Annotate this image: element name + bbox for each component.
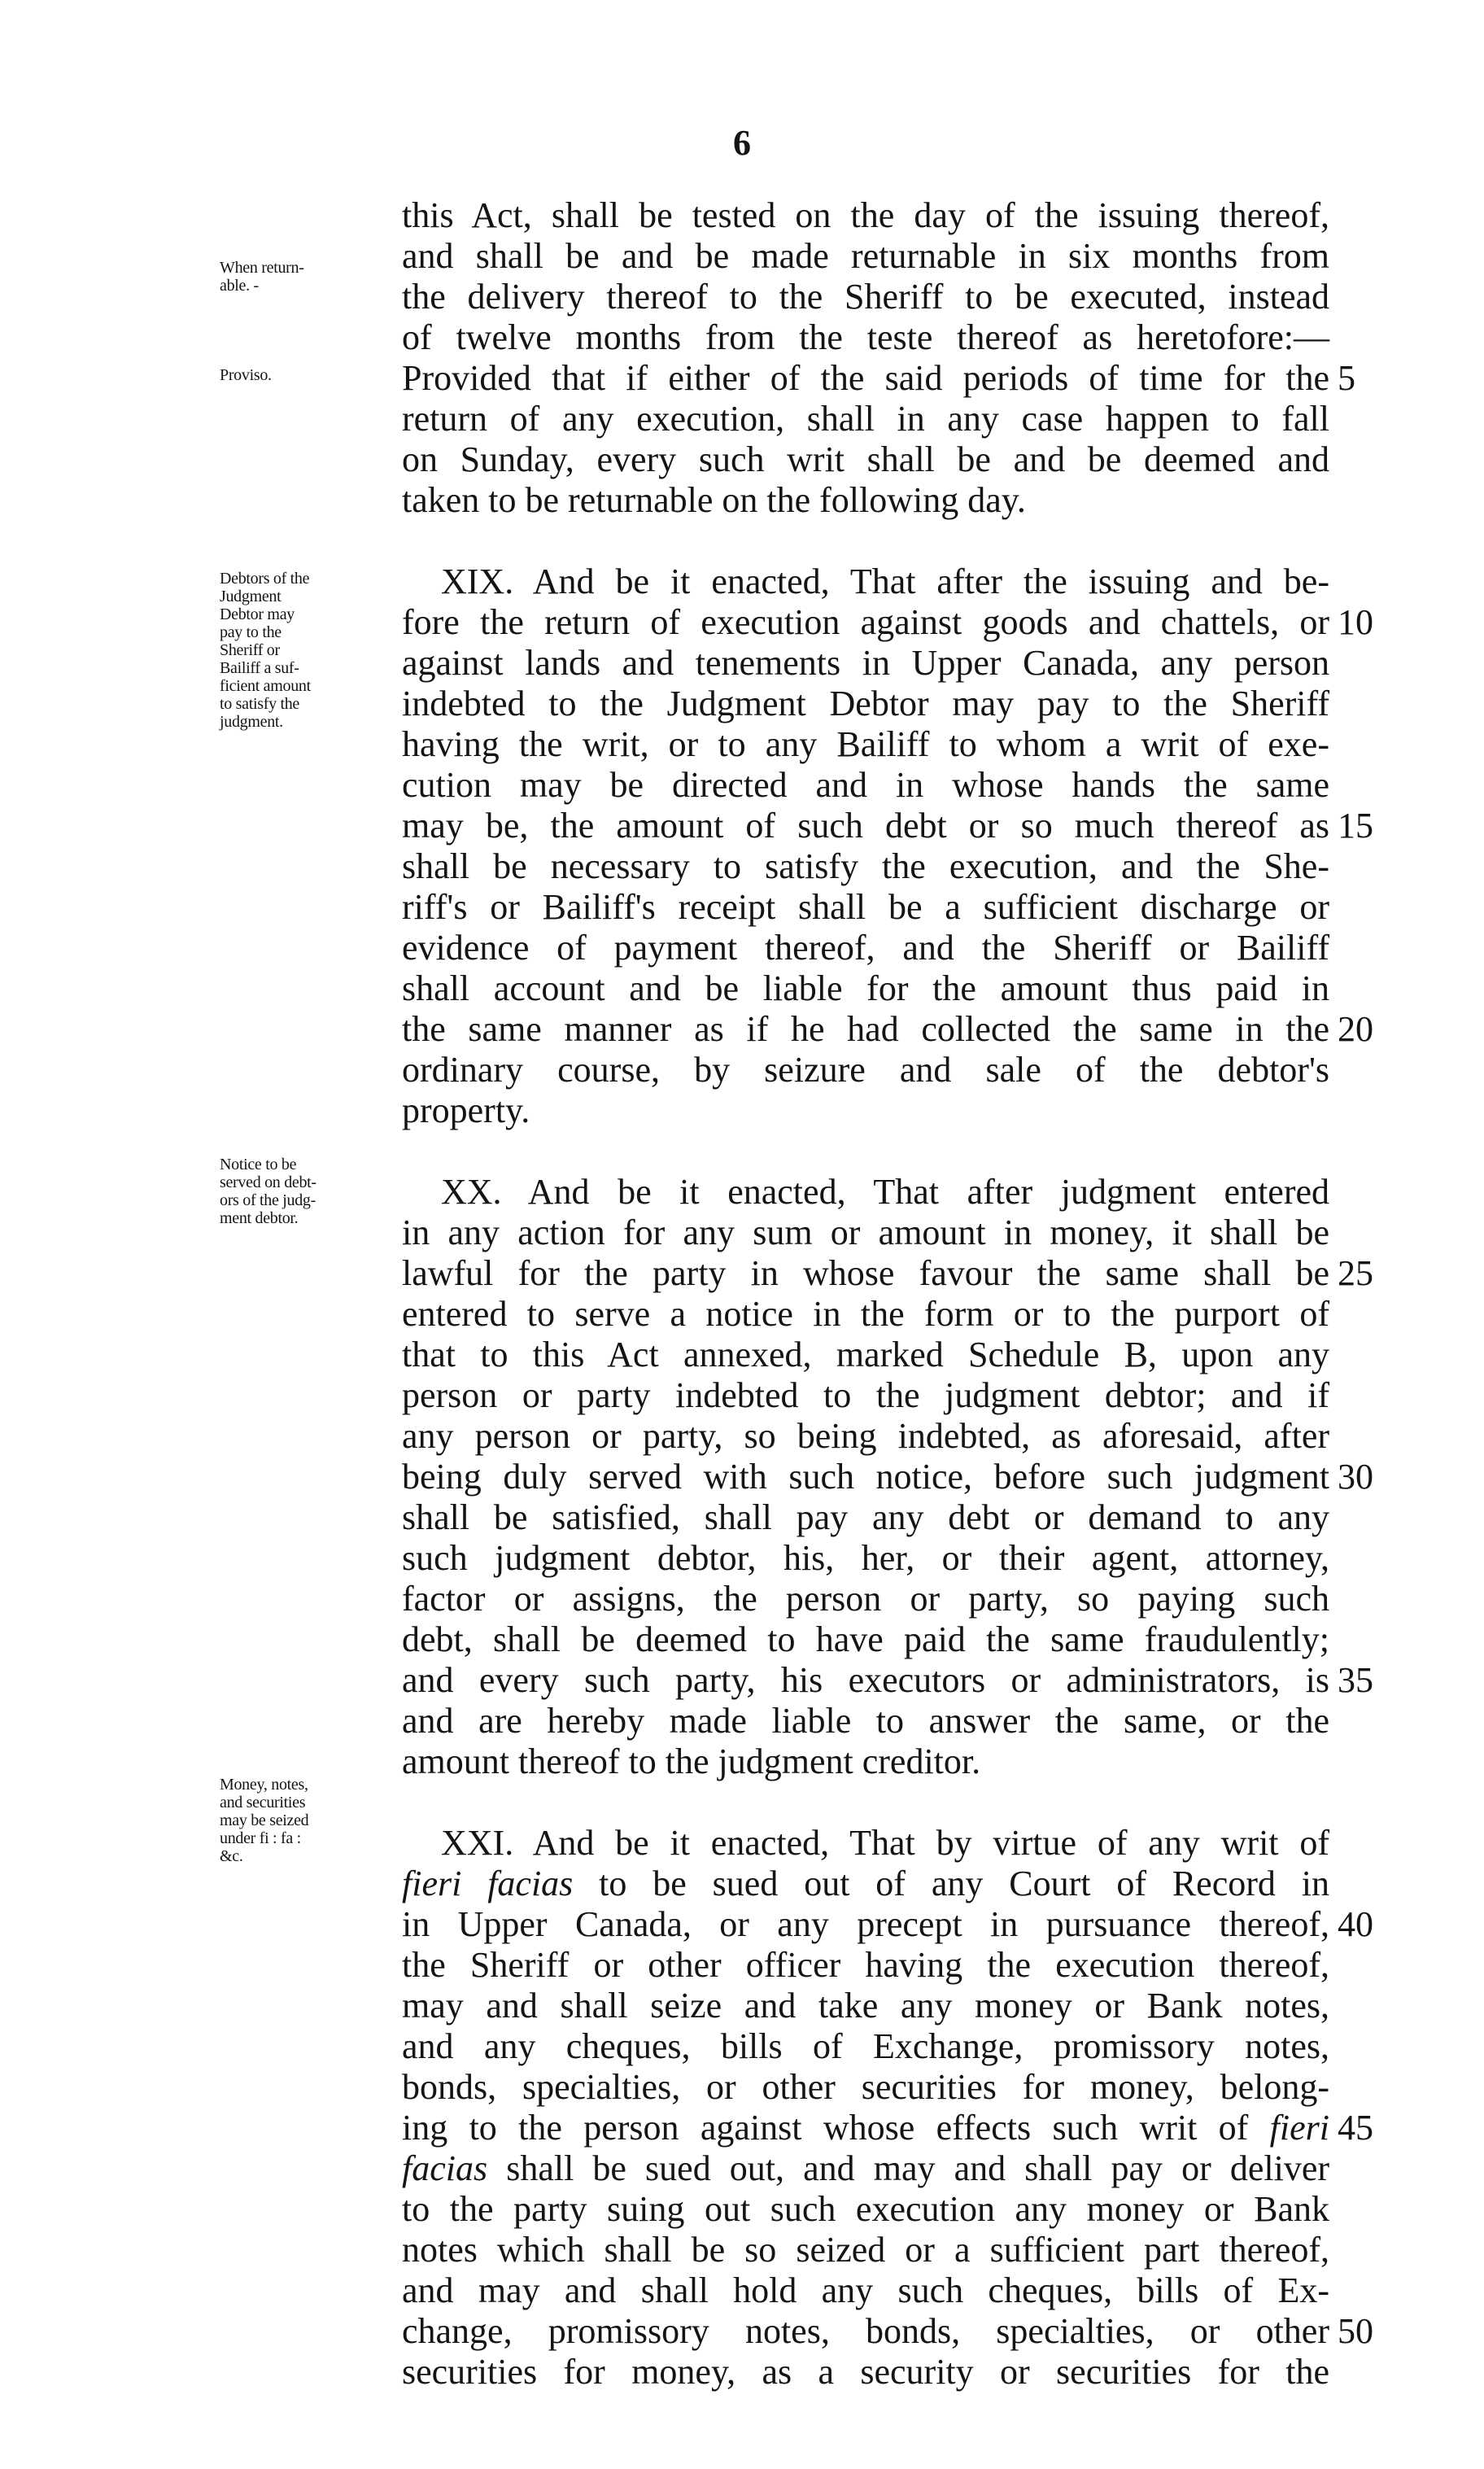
margin-note-line: Sheriff or (220, 641, 280, 659)
text-line (402, 1986, 1329, 2026)
line-number: 10 (1338, 602, 1373, 642)
margin-note-line: may be seized (220, 1811, 309, 1829)
line-text: having the writ, or to any Bailiff to whom a writ of exe- (402, 724, 1329, 764)
line-text: return of any execution, shall in any case happen to fall (402, 399, 1329, 439)
line-number: 5 (1338, 358, 1355, 398)
margin-note-line: to satisfy the (220, 695, 300, 713)
text-line (402, 724, 1329, 765)
italic-text: facias (402, 2148, 488, 2188)
line-text: such judgment debtor, his, her, or their agent, attorney, (402, 1538, 1329, 1578)
line-number: 30 (1338, 1457, 1373, 1497)
line-text: amount thereof to the judgment creditor. (402, 1741, 981, 1781)
paragraph-gap (402, 1131, 1329, 1172)
line-text: shall be necessary to satisfy the execution, and the She- (402, 846, 1329, 886)
text-line (402, 968, 1329, 1009)
text-line (402, 480, 1329, 521)
line-text: may and shall seize and take any money or Bank notes, (402, 1986, 1329, 2025)
line-text: riff's or Bailiff's receipt shall be a sufficient discharge or (402, 887, 1329, 927)
margin-note-line: Judgment (220, 588, 282, 605)
paragraph-gap (402, 521, 1329, 562)
text-line (402, 2270, 1329, 2311)
line-text: factor or assigns, the person or party, so paying such (402, 1579, 1329, 1619)
line-text: to be sued out of any Court of Record in (573, 1864, 1329, 1903)
paragraph-gap (402, 1782, 1329, 1823)
line-text: shall account and be liable for the amount thus paid in (402, 968, 1329, 1008)
margin-note-line: ors of the judg- (220, 1191, 316, 1209)
text-line (402, 2230, 1329, 2270)
text-line (402, 358, 1355, 399)
margin-note-line: served on debt- (220, 1173, 316, 1191)
text-line (402, 1538, 1329, 1579)
line-text: XXI. And be it enacted, That by virtue of any writ of (441, 1823, 1329, 1863)
text-line (402, 1579, 1329, 1619)
text-line (402, 1823, 1329, 1864)
text-line (402, 2189, 1329, 2230)
text-line (402, 2108, 1373, 2148)
line-number: 45 (1338, 2108, 1373, 2148)
text-line (402, 1335, 1329, 1375)
margin-note-line: Debtors of the (220, 570, 310, 588)
margin-note-line: Proviso. (220, 366, 272, 384)
text-line (402, 195, 1329, 236)
line-number: 40 (1338, 1904, 1373, 1944)
text-line (402, 1009, 1373, 1050)
text-line (402, 439, 1329, 480)
line-text: entered to serve a notice in the form or to the purport of (402, 1294, 1329, 1334)
text-line (402, 846, 1329, 887)
text-line (402, 684, 1329, 724)
margin-note-line: &c. (220, 1847, 243, 1865)
line-text: property. (402, 1090, 530, 1130)
line-text: this Act, shall be tested on the day of the issuing thereof, (402, 195, 1329, 235)
text-line (402, 1375, 1329, 1416)
text-line (402, 1172, 1329, 1213)
line-text: being duly served with such notice, before such judgment (402, 1457, 1329, 1497)
line-text: the delivery thereof to the Sheriff to be executed, instead (402, 277, 1329, 317)
text-line (402, 2352, 1329, 2393)
body-text (402, 195, 1373, 2393)
line-text: bonds, specialties, or other securities for money, belong- (402, 2067, 1329, 2107)
line-text: shall be sued out, and may and shall pay or deliver (487, 2148, 1329, 2188)
text-line (402, 1660, 1373, 1701)
text-line (402, 1457, 1373, 1497)
text-line (402, 1904, 1373, 1945)
text-line (402, 643, 1329, 684)
text-line (402, 277, 1329, 317)
line-text: notes which shall be so seized or a sufficient part thereof, (402, 2230, 1329, 2270)
line-text: evidence of payment thereof, and the Sheriff or Bailiff (402, 928, 1329, 968)
line-text: to the party suing out such execution any money or Bank (402, 2189, 1329, 2229)
line-text: taken to be returnable on the following day. (402, 480, 1026, 520)
text-line (402, 887, 1329, 928)
text-line (402, 1619, 1329, 1660)
line-text: in Upper Canada, or any precept in pursuance thereof, (402, 1904, 1329, 1944)
line-text: of twelve months from the teste thereof as heretofore:— (402, 317, 1329, 357)
text-line (402, 806, 1373, 846)
margin-note (220, 1156, 382, 1227)
line-text: XIX. And be it enacted, That after the issuing and be- (441, 562, 1329, 601)
text-line (402, 928, 1329, 968)
text-line (402, 2148, 1329, 2189)
line-number: 25 (1338, 1253, 1373, 1293)
margin-note-line: Debtor may (220, 605, 295, 623)
line-text: person or party indebted to the judgment debtor; and if (402, 1375, 1329, 1415)
line-text: lawful for the party in whose favour the same shall be (402, 1253, 1329, 1293)
text-line (402, 1701, 1329, 1741)
margin-note (220, 259, 382, 295)
italic-text: fieri facias (402, 1864, 574, 1903)
line-text: may be, the amount of such debt or so much thereof as (402, 806, 1329, 846)
margin-note-line: When return- (220, 259, 304, 277)
line-text: and any cheques, bills of Exchange, promissory notes, (402, 2026, 1329, 2066)
margin-note-line: judgment. (220, 713, 283, 731)
margin-note-line: Bailiff a suf- (220, 659, 299, 677)
line-text: the same manner as if he had collected the same in the (402, 1009, 1329, 1049)
line-text: indebted to the Judgment Debtor may pay to the Sheriff (402, 684, 1329, 723)
margin-note (220, 1776, 382, 1865)
line-text: change, promissory notes, bonds, specialties, or other (402, 2311, 1329, 2351)
line-number: 15 (1338, 806, 1373, 846)
line-text: the Sheriff or other officer having the execution thereof, (402, 1945, 1329, 1985)
line-text: and every such party, his executors or administrators, is (402, 1660, 1329, 1700)
text-line (402, 236, 1329, 277)
text-line (402, 399, 1329, 439)
line-text: cution may be directed and in whose hands the same (402, 765, 1329, 805)
line-text: XX. And be it enacted, That after judgment entered (441, 1172, 1329, 1212)
margin-note (220, 366, 382, 384)
line-text: any person or party, so being indebted, as aforesaid, after (402, 1416, 1329, 1456)
margin-note-line: Notice to be (220, 1156, 297, 1173)
line-number: 20 (1338, 1009, 1373, 1049)
line-text: fore the return of execution against goods and chattels, or (402, 602, 1329, 642)
line-text: and shall be and be made returnable in six months from (402, 236, 1329, 276)
margin-note-line: under fi : fa : (220, 1829, 301, 1847)
line-text: ordinary course, by seizure and sale of the debtor's (402, 1050, 1329, 1090)
text-line (402, 2067, 1329, 2108)
text-line (402, 562, 1329, 602)
text-line (402, 1416, 1329, 1457)
line-text: and are hereby made liable to answer the same, or the (402, 1701, 1329, 1741)
text-line (402, 765, 1329, 806)
text-line (402, 1050, 1329, 1090)
margin-note-line: Money, notes, (220, 1776, 308, 1794)
margin-note-line: and securities (220, 1794, 306, 1811)
margin-note-line: pay to the (220, 623, 282, 641)
line-text: against lands and tenements in Upper Canada, any person (402, 643, 1329, 683)
text-line (402, 1294, 1329, 1335)
line-number: 50 (1338, 2311, 1373, 2351)
text-line (402, 2026, 1329, 2067)
margin-note-line: able. - (220, 277, 259, 295)
text-line (402, 1090, 1329, 1131)
text-line (402, 602, 1373, 643)
text-line (402, 1741, 1329, 1782)
margin-note-line: ficient amount (220, 677, 311, 695)
line-text: that to this Act annexed, marked Schedule B, upon any (402, 1335, 1329, 1374)
text-line (402, 317, 1329, 358)
line-number: 35 (1338, 1660, 1373, 1700)
line-text: in any action for any sum or amount in money, it shall be (402, 1213, 1329, 1252)
margin-note (220, 570, 382, 731)
text-line (402, 1497, 1329, 1538)
text-line (402, 2311, 1373, 2352)
line-text: ing to the person against whose effects such writ of (402, 2108, 1270, 2148)
text-line (402, 1864, 1329, 1904)
page-number: 6 (733, 123, 751, 163)
line-text: Provided that if either of the said periods of time for the (402, 358, 1329, 398)
text-line (402, 1945, 1329, 1986)
line-text: and may and shall hold any such cheques, bills of Ex- (402, 2270, 1329, 2310)
margin-note-line: ment debtor. (220, 1209, 299, 1227)
line-text: shall be satisfied, shall pay any debt or demand to any (402, 1497, 1329, 1537)
text-line (402, 1213, 1329, 1253)
line-text: on Sunday, every such writ shall be and be deemed and (402, 439, 1329, 479)
italic-text: fieri (1269, 2108, 1329, 2148)
text-line (402, 1253, 1373, 1294)
line-text: securities for money, as a security or securities for the (402, 2352, 1329, 2392)
line-text: debt, shall be deemed to have paid the same fraudulently; (402, 1619, 1329, 1659)
